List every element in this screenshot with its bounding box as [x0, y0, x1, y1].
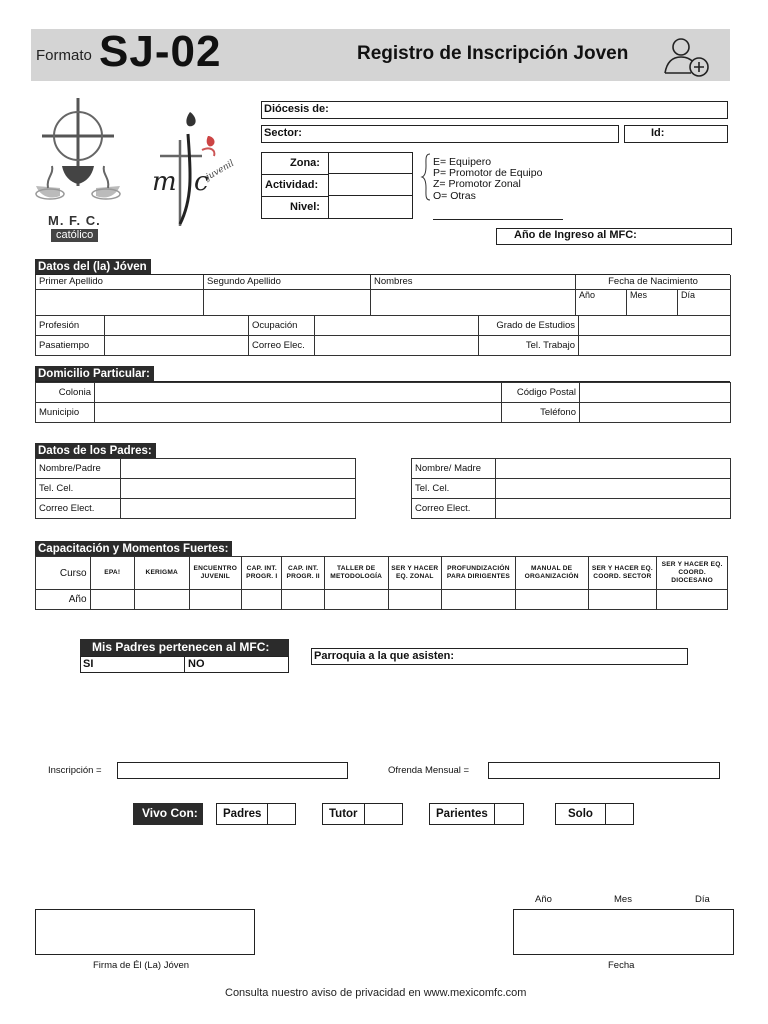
sector-field[interactable]: [261, 125, 619, 143]
legend-brace-icon: [420, 152, 432, 202]
correo-label: Correo Elec.: [249, 336, 315, 356]
tel-cel-madre-label: Tel. Cel.: [412, 479, 496, 499]
section-title-datos-joven: Datos del (la) Jóven: [35, 259, 151, 274]
otras-underline[interactable]: [433, 219, 563, 220]
fecha-nacimiento-label: Fecha de Nacimiento: [576, 275, 731, 289]
tel-cel-padre-input[interactable]: [121, 479, 356, 499]
segundo-apellido-label: Segundo Apellido: [204, 275, 371, 289]
correo-padre-input[interactable]: [121, 499, 356, 519]
mis-padres-title-text: Mis Padres pertenecen al MFC:: [92, 640, 270, 654]
vivo-option-label: Solo: [556, 804, 606, 824]
course-header: TALLER DE METODOLOGÍA: [324, 557, 388, 590]
inscripcion-label: Inscripción =: [48, 765, 102, 776]
id-label: Id:: [651, 127, 665, 139]
nombre-padre-label: Nombre/Padre: [36, 459, 121, 479]
juvenil-mfc-mark: m: [152, 167, 177, 197]
catolico-tag: católico: [51, 229, 98, 242]
madre-table: [411, 458, 731, 519]
no-label: NO: [188, 658, 205, 670]
course-year-input[interactable]: [282, 590, 324, 610]
mis-padres-si-field[interactable]: [80, 656, 185, 673]
course-header: CAP. INT. PROGR. II: [282, 557, 324, 590]
padre-table: [35, 458, 356, 519]
course-year-input[interactable]: [515, 590, 588, 610]
fecha-label: Fecha: [608, 960, 635, 971]
tel-cel-padre-label: Tel. Cel.: [36, 479, 121, 499]
course-header: SER Y HACER EQ. ZONAL: [388, 557, 442, 590]
profesion-label: Profesión: [36, 316, 105, 336]
tel-trabajo-input[interactable]: [579, 336, 731, 356]
svg-text:c: c: [194, 167, 209, 197]
nivel-label: Nivel:: [290, 201, 320, 213]
id-field[interactable]: [624, 125, 728, 143]
curso-label: Curso: [36, 557, 91, 590]
course-header: SER Y HACER EQ. COORD. SECTOR: [588, 557, 657, 590]
section-title-domicilio: Domicilio Particular:: [35, 366, 154, 381]
mfc-letters: M. F. C.: [48, 213, 101, 228]
codigo-postal-label: Código Postal: [502, 383, 580, 403]
vivo-con-label: Vivo Con:: [142, 806, 198, 820]
course-header: CAP. INT. PROGR. I: [242, 557, 282, 590]
ofrenda-label: Ofrenda Mensual =: [388, 765, 470, 776]
vivo-solo-option[interactable]: [555, 803, 634, 825]
legend-item: O= Otras: [433, 190, 476, 202]
course-year-input[interactable]: [242, 590, 282, 610]
grado-estudios-input[interactable]: [579, 316, 731, 336]
mes-label: Mes: [630, 289, 648, 300]
fecha-mes-label: Mes: [614, 894, 632, 905]
tel-cel-madre-input[interactable]: [496, 479, 731, 499]
fecha-anio-label: Año: [535, 894, 552, 905]
correo-input[interactable]: [315, 336, 479, 356]
course-header: EPA!: [90, 557, 134, 590]
vivo-padres-option[interactable]: [216, 803, 296, 825]
correo-madre-input[interactable]: [496, 499, 731, 519]
capacitacion-table: [35, 556, 728, 610]
course-year-input[interactable]: [657, 590, 728, 610]
dia-label: Día: [681, 289, 696, 300]
course-header: KERIGMA: [134, 557, 189, 590]
vivo-option-label: Parientes: [430, 804, 495, 824]
section-title-padres: Datos de los Padres:: [35, 443, 156, 458]
vivo-parientes-option[interactable]: [429, 803, 524, 825]
section-title-capacitacion: Capacitación y Momentos Fuertes:: [35, 541, 232, 556]
inscripcion-input[interactable]: [117, 762, 348, 779]
primer-apellido-input[interactable]: [36, 289, 204, 315]
zona-label: Zona:: [290, 157, 320, 169]
anio-ingreso-label: Año de Ingreso al MFC:: [514, 229, 637, 241]
nacimiento-mes-input[interactable]: [627, 289, 678, 315]
course-year-input[interactable]: [588, 590, 657, 610]
segundo-apellido-input[interactable]: [204, 289, 371, 315]
correo-padre-label: Correo Elect.: [36, 499, 121, 519]
mis-padres-title: [80, 639, 289, 656]
actividad-input[interactable]: [328, 174, 412, 196]
formato-label: Formato: [36, 47, 92, 64]
vivo-con-label-box: [133, 803, 203, 825]
anio-label: Año: [579, 289, 596, 300]
nacimiento-anio-input[interactable]: [576, 289, 627, 315]
anio-row-label: Año: [36, 590, 91, 610]
ocupacion-label: Ocupación: [249, 316, 315, 336]
municipio-input[interactable]: [95, 403, 502, 423]
sector-label: Sector:: [264, 127, 302, 139]
pasatiempo-input[interactable]: [105, 336, 249, 356]
firma-label: Firma de Él (La) Jóven: [93, 960, 190, 971]
course-year-input[interactable]: [388, 590, 442, 610]
diocesis-field[interactable]: [261, 101, 728, 119]
form-code: SJ-02: [99, 27, 222, 76]
course-year-input[interactable]: [189, 590, 242, 610]
datos-joven-table: [35, 275, 731, 316]
actividad-divider: [262, 196, 328, 197]
nombres-input[interactable]: [371, 289, 576, 315]
mfc-juvenil-logo: [150, 106, 242, 234]
si-label: SI: [83, 658, 94, 670]
mfc-catolico-logo: [34, 96, 122, 244]
codigo-postal-input[interactable]: [580, 383, 731, 403]
nacimiento-dia-input[interactable]: [678, 289, 731, 315]
ocupacion-input[interactable]: [315, 316, 479, 336]
nombres-label: Nombres: [371, 275, 576, 289]
legend-item: P= Promotor de Equipo: [433, 167, 543, 179]
municipio-label: Municipio: [36, 403, 95, 423]
telefono-label: Teléfono: [502, 403, 580, 423]
fecha-box[interactable]: [513, 909, 734, 955]
header-bar: [31, 29, 730, 81]
ofrenda-input[interactable]: [488, 762, 720, 779]
actividad-label: Actividad:: [265, 179, 319, 191]
zona-input[interactable]: [328, 153, 412, 174]
correo-madre-label: Correo Elect.: [412, 499, 496, 519]
vivo-tutor-option[interactable]: [322, 803, 403, 825]
course-header: PROFUNDIZACIÓN PARA DIRIGENTES: [442, 557, 516, 590]
vivo-option-label: Padres: [217, 804, 268, 824]
legend-item: Z= Promotor Zonal: [433, 178, 521, 190]
vivo-option-label: Tutor: [323, 804, 365, 824]
cross-emblem-icon: [34, 96, 122, 214]
form-title: Registro de Inscripción Joven: [357, 43, 629, 64]
pasatiempo-label: Pasatiempo: [36, 336, 105, 356]
nombre-madre-input[interactable]: [496, 459, 731, 479]
svg-text:juvenil: juvenil: [204, 158, 236, 183]
primer-apellido-label: Primer Apellido: [36, 275, 204, 289]
grado-estudios-label: Grado de Estudios: [479, 316, 579, 336]
course-year-input[interactable]: [90, 590, 134, 610]
profesion-input[interactable]: [105, 316, 249, 336]
course-year-input[interactable]: [134, 590, 189, 610]
course-year-input[interactable]: [442, 590, 516, 610]
add-user-icon: [661, 33, 713, 79]
nombre-padre-input[interactable]: [121, 459, 356, 479]
colonia-input[interactable]: [95, 383, 502, 403]
parroquia-label: Parroquia a la que asisten:: [314, 650, 454, 662]
course-header: MANUAL DE ORGANIZACIÓN: [515, 557, 588, 590]
nivel-input[interactable]: [328, 196, 412, 218]
colonia-label: Colonia: [36, 383, 95, 403]
legend-item: E= Equipero: [433, 156, 492, 168]
nombre-madre-label: Nombre/ Madre: [412, 459, 496, 479]
firma-box[interactable]: [35, 909, 255, 955]
telefono-input[interactable]: [580, 403, 731, 423]
course-year-input[interactable]: [324, 590, 388, 610]
course-header: SER Y HACER EQ. COORD. DIOCESANO: [657, 557, 728, 590]
tel-trabajo-label: Tel. Trabajo: [479, 336, 579, 356]
domicilio-table: [35, 382, 731, 423]
privacy-footer: Consulta nuestro aviso de privacidad en www.mexicomfc.com: [225, 987, 527, 999]
diocesis-label: Diócesis de:: [264, 103, 329, 115]
fecha-dia-label: Día: [695, 894, 710, 905]
course-header: ENCUENTRO JUVENIL: [189, 557, 242, 590]
datos-joven-table-2: [35, 315, 731, 356]
zona-divider: [262, 174, 328, 175]
juvenil-emblem-icon: [150, 106, 242, 234]
